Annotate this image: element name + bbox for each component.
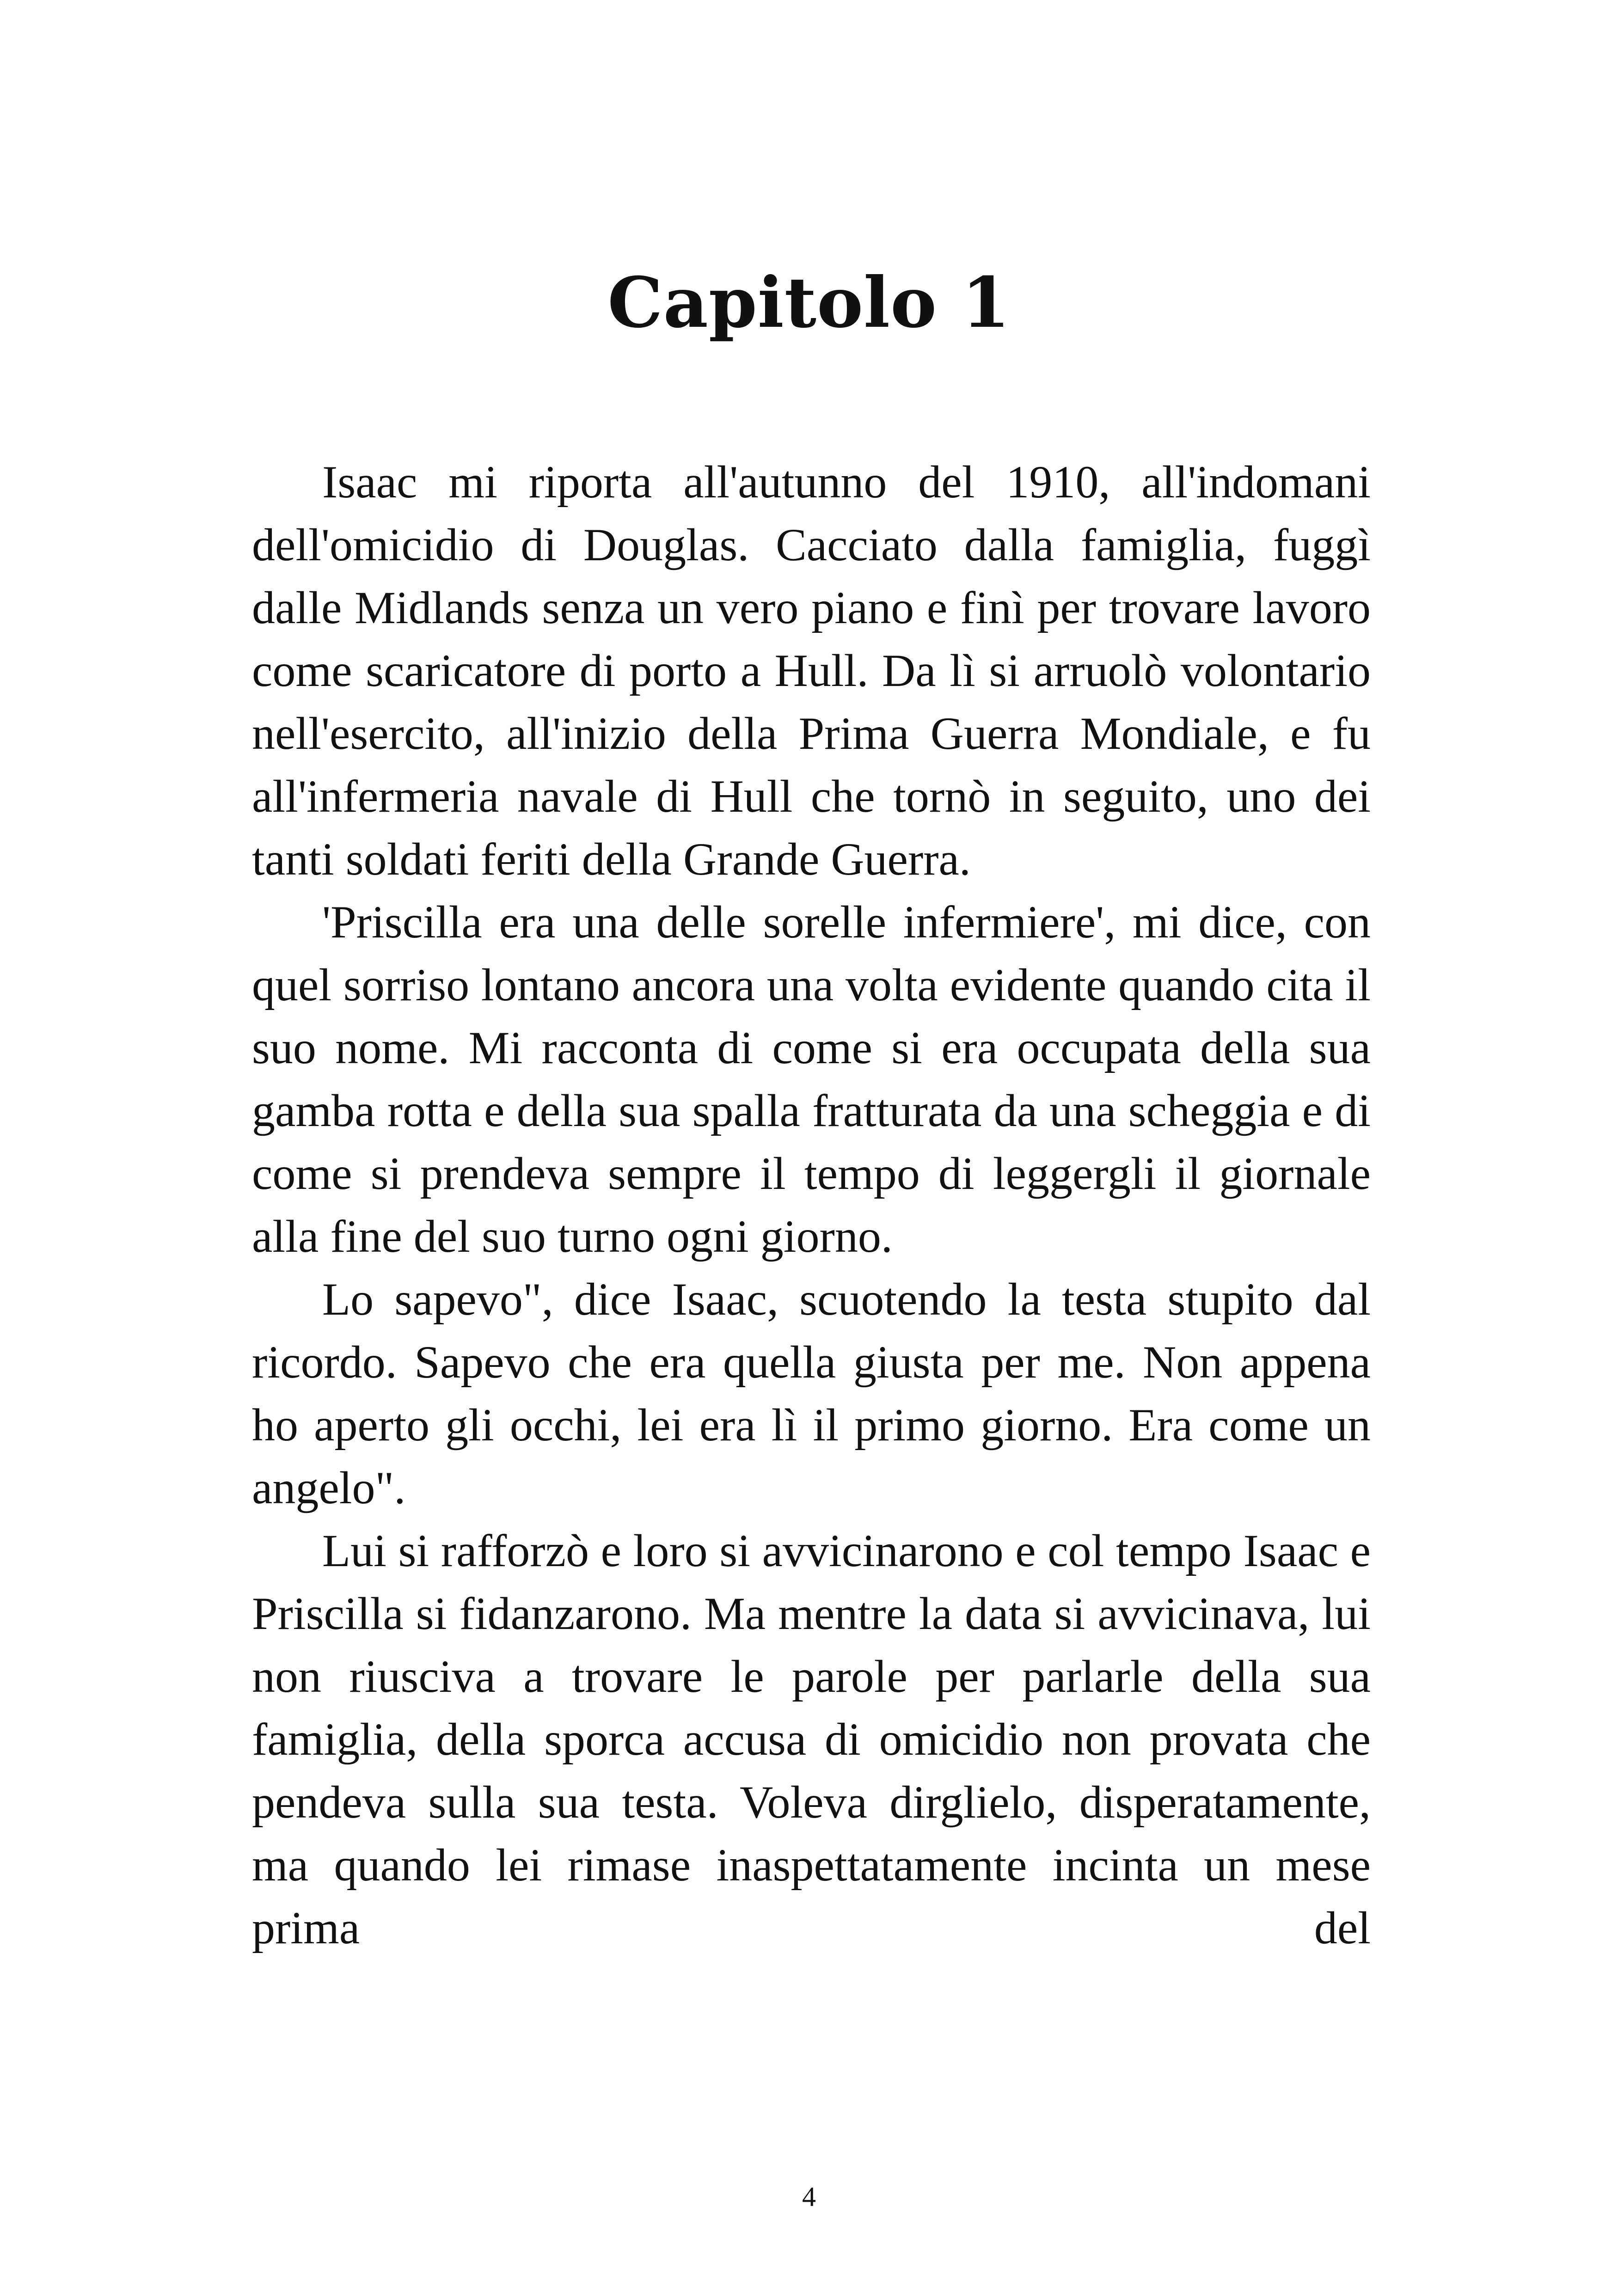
chapter-title: Capitolo 1 xyxy=(607,262,1011,343)
body-text xyxy=(252,451,1371,1959)
paragraph: 'Priscilla era una delle sorelle infermiere', mi dice, con quel sorriso lontano ancora una volta evidente quando cita il suo nome. Mi racconta di come si era occupata della sua gamba rotta e della sua spalla fratturata da una scheggia e di come si prendeva sempre il tempo di leggergli il giornale alla fine del suo turno ogni giorno. xyxy=(252,896,1371,1262)
paragraph: Lo sapevo", dice Isaac, scuotendo la testa stupito dal ricordo. Sapevo che era quella giusta per me. Non appena ho aperto gli occhi, lei era lì il primo giorno. Era come un angelo". xyxy=(252,1274,1371,1513)
paragraph: Isaac mi riporta all'autunno del 1910, all'indomani dell'omicidio di Douglas. Cacciato dalla famiglia, fuggì dalle Midlands senza un vero piano e finì per trovare lavoro come scaricatore di porto a Hull. Da lì si arruolò volontario nell'esercito, all'inizio della Prima Guerra Mondiale, e fu all'infermeria navale di Hull che tornò in seguito, uno dei tanti soldati feriti della Grande Guerra. xyxy=(252,456,1371,885)
page-number: 4 xyxy=(802,2181,816,2212)
paragraph: Lui si rafforzò e loro si avvicinarono e col tempo Isaac e Priscilla si fidanzarono. Ma mentre la data si avvicinava, lui non riusciva a trovare le parole per parlarle della sua famiglia, della sporca accusa di omicidio non provata che pendeva sulla sua testa. Voleva dirglielo, disperatamente, ma quando lei rimase inaspettatamente incinta un mese prima del xyxy=(252,1525,1371,1953)
